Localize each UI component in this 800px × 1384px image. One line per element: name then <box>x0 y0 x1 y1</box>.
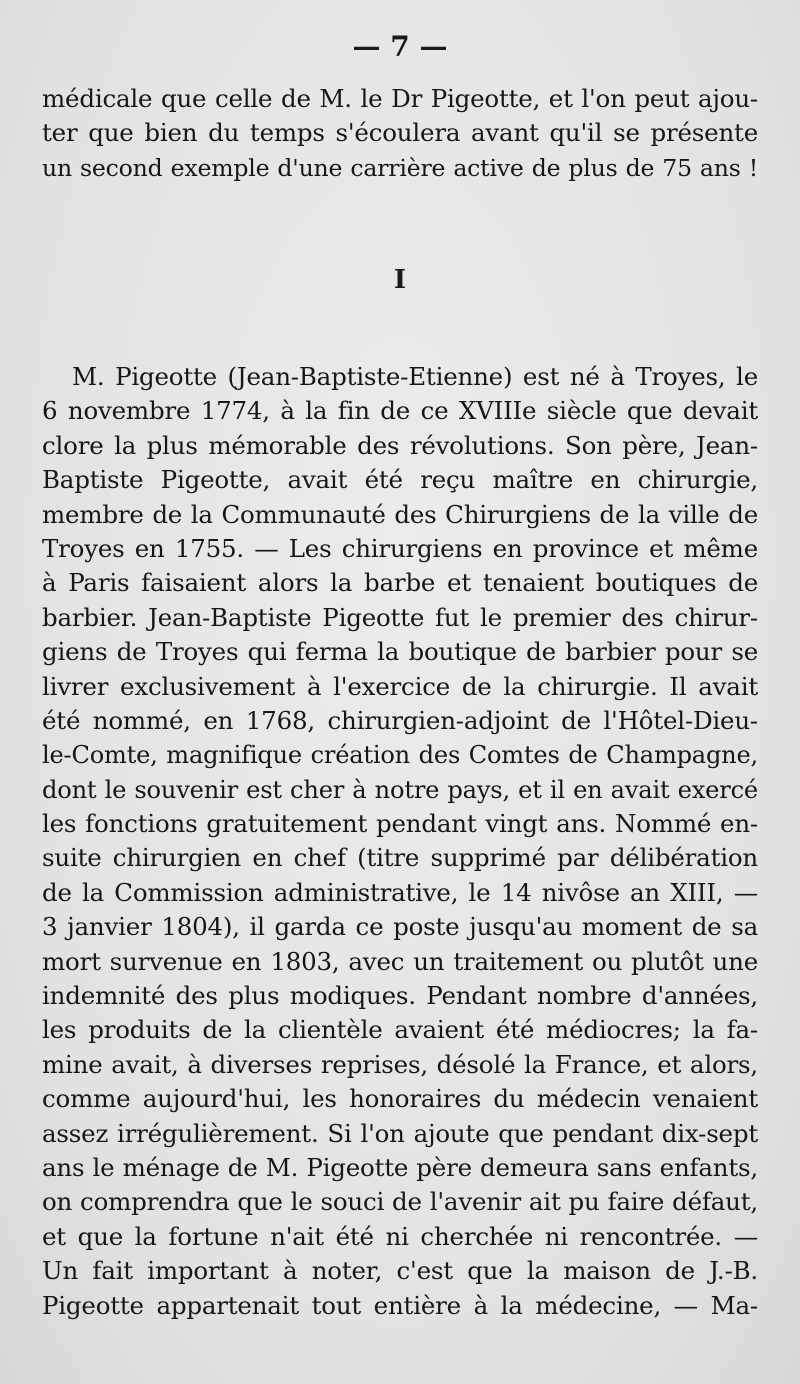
text-line: dont le souvenir est cher à notre pays, et il en avait exercé <box>42 775 758 804</box>
text-line: assez irrégulièrement. Si l'on ajoute que pendant dix-sept <box>42 1118 758 1148</box>
page-number: — 7 — <box>352 30 448 63</box>
text-line: M. Pigeotte (Jean-Baptiste-Etienne) est né à Troyes, le <box>72 362 758 391</box>
text-line: comme aujourd'hui, les honoraires du médecin venaient <box>42 1084 758 1114</box>
text-line: membre de la Communauté des Chirurgiens de la ville de <box>42 499 758 529</box>
text-line: ans le ménage de M. Pigeotte père demeura sans enfants, <box>42 1152 758 1182</box>
text-line: indemnité des plus modiques. Pendant nombre d'années, <box>42 981 758 1011</box>
text-line: de la Commission administrative, le 14 nivôse an XIII, — <box>42 877 758 907</box>
text-line: suite chirurgien en chef (titre supprimé par délibération <box>42 843 758 873</box>
text-line: les fonctions gratuitement pendant vingt ans. Nommé en- <box>42 809 758 839</box>
main-paragraph <box>42 360 758 1323</box>
text-line: on comprendra que le souci de l'avenir ait pu faire défaut, <box>42 1187 758 1217</box>
text-line: les produits de la clientèle avaient été médiocres; la fa- <box>42 1015 758 1045</box>
section-heading: I <box>393 265 407 295</box>
text-line: été nommé, en 1768, chirurgien-adjoint de l'Hôtel-Dieu- <box>42 705 758 735</box>
text-line: Pigeotte appartenait tout entière à la médecine, — Ma- <box>42 1290 758 1320</box>
text-line: clore la plus mémorable des révolutions. Son père, Jean- <box>42 430 758 460</box>
text-line: mine avait, à diverses reprises, désolé la France, et alors, <box>42 1049 758 1079</box>
text-line: ter que bien du temps s'écoulera avant qu'il se présente <box>42 118 758 148</box>
text-line: le-Comte, magnifique création des Comtes de Champagne, <box>42 741 758 770</box>
text-line: barbier. Jean-Baptiste Pigeotte fut le premier des chirur- <box>42 602 758 632</box>
text-line: 3 janvier 1804), il garda ce poste jusqu'au moment de sa <box>42 912 758 942</box>
text-line: Troyes en 1755. — Les chirurgiens en province et même <box>42 533 758 563</box>
top-paragraph <box>42 82 758 185</box>
text-line: livrer exclusivement à l'exercice de la chirurgie. Il avait <box>42 671 758 701</box>
text-line: 6 novembre 1774, à la fin de ce XVIIIe siècle que devait <box>42 396 758 426</box>
text-line: un second exemple d'une carrière active de plus de 75 ans ! <box>42 153 758 182</box>
text-line: Baptiste Pigeotte, avait été reçu maître en chirurgie, <box>42 465 758 495</box>
text-line: médicale que celle de M. le Dr Pigeotte, et l'on peut ajou- <box>42 84 758 113</box>
text-line: et que la fortune n'ait été ni cherchée ni rencontrée. — <box>42 1221 758 1251</box>
text-line: à Paris faisaient alors la barbe et tenaient boutiques de <box>42 568 758 598</box>
text-line: giens de Troyes qui ferma la boutique de barbier pour se <box>42 637 758 667</box>
text-line: Un fait important à noter, c'est que la maison de J.-B. <box>42 1256 758 1286</box>
text-line: mort survenue en 1803, avec un traitement ou plutôt une <box>42 946 758 976</box>
